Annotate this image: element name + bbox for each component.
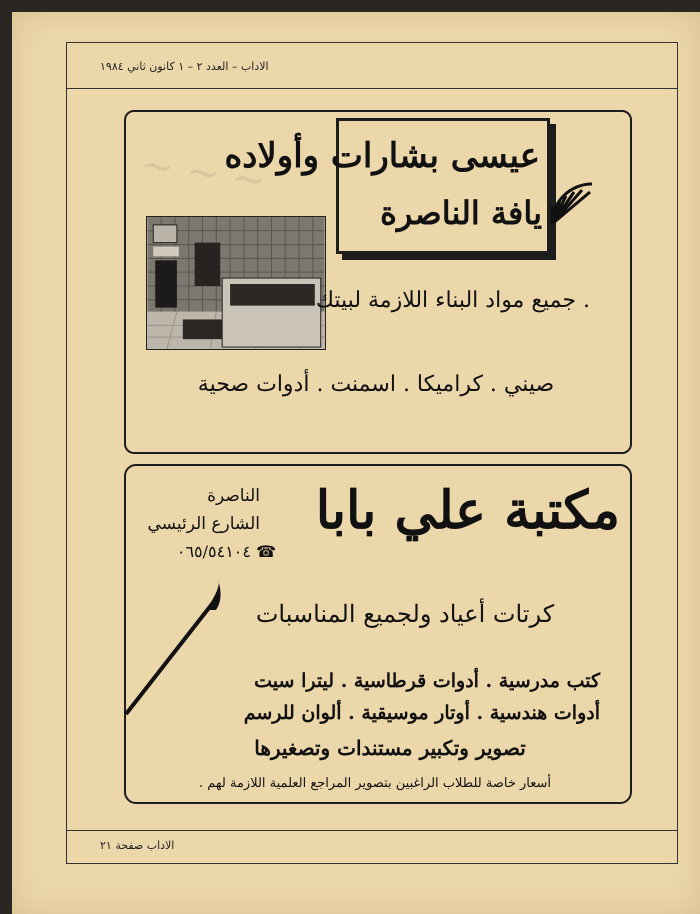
footer-rule [66,830,678,831]
ad2-city: الناصرة [207,486,260,506]
ad2-line2: أدوات هندسية . أوتار موسيقية . ألوان للرسم [243,702,600,724]
ad1-tagline: . جميع مواد البناء اللازمة لبيتك [315,288,590,313]
ad2-shop-name: مكتبة علي بابا [315,480,620,541]
ad1-products: صيني . كراميكا . اسمنت . أدوات صحية [197,372,555,397]
ad1-title-line2: يافة الناصرة [380,194,542,232]
ad2-note: أسعار خاصة للطلاب الراغبين بتصوير المراجع العلمية اللازمة لهم . [198,776,551,791]
bleed-through-watermark: ~ ~ ~ [137,141,269,205]
sunburst-logo-icon [544,176,600,232]
paint-brush-icon [120,580,230,720]
running-foot: الاداب صفحة ٢١ [100,839,175,852]
ad2-phone: ٠٦٥/٥٤١٠٤ ☎ [176,542,276,561]
ad1-title-line1: عيسى بشارات وأولاده [224,136,540,176]
header-rule [66,88,678,89]
ad2-subtitle: كرتات أعياد ولجميع المناسبات [255,600,555,628]
ad2-line1: كتب مدرسية . أدوات قرطاسية . ليترا سيت [254,670,600,692]
ad2-street: الشارع الرئيسي [147,514,260,534]
bathroom-photo [146,216,326,350]
running-head: الاداب – العدد ٢ – ١ كانون ثاني ١٩٨٤ [100,60,269,73]
ad2-line3: تصوير وتكبير مستندات وتصغيرها [254,736,526,760]
